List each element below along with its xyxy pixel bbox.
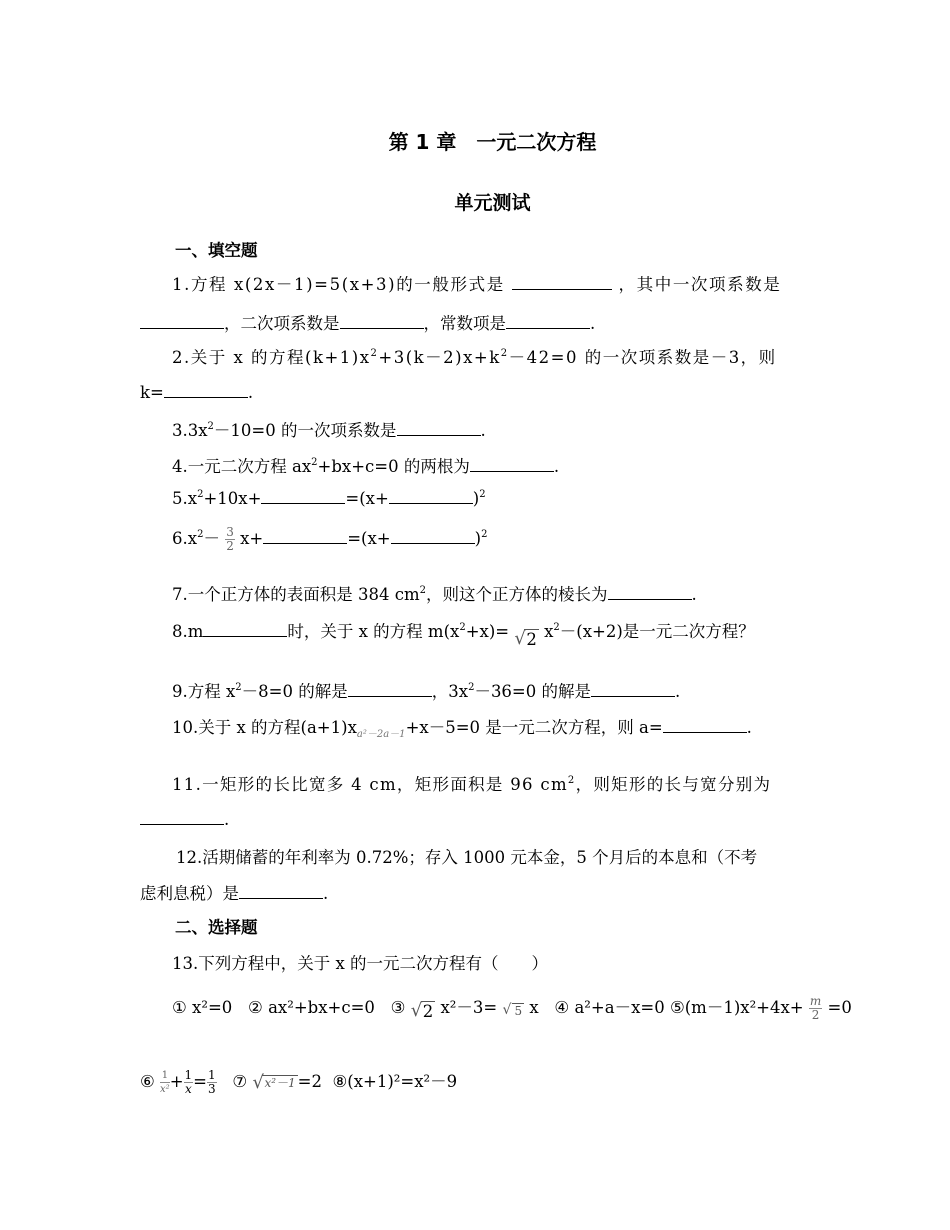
question-2-line2: k= .	[140, 383, 254, 402]
question-7: 7.一个正方体的表面积是 384 $cm^2$，则这个正方体的棱长为 .	[172, 585, 697, 604]
answer-blank	[506, 327, 590, 329]
answer-blank	[140, 823, 224, 825]
sqrt-two: √ 2	[514, 628, 537, 649]
question-11-line2: .	[140, 810, 229, 829]
answer-blank	[608, 598, 692, 600]
question-8: 8.m 时，关于 x 的方程 $m(x^2+x)=$ √ 2 $x^2-(x+2)$是一元二次方程？	[172, 622, 755, 649]
sqrt-two-option: √ 2	[410, 1000, 434, 1021]
question-11-line1: 11.一矩形的长比宽多 4 cm，矩形面积是 96 $cm^2$，则矩形的长与宽分别为	[172, 775, 772, 794]
answer-blank	[203, 635, 287, 637]
answer-blank	[164, 396, 248, 398]
answer-blank	[239, 897, 323, 899]
answer-blank	[261, 502, 345, 504]
fraction-one-over-x: $\frac{1}{x}$	[184, 1068, 193, 1096]
question-2-line1: 2.关于 x 的方程$(k+1)x^2+3(k-2)x+k^2-42=0$ 的一次项系数是－3，则	[172, 348, 777, 367]
answer-blank	[140, 327, 224, 329]
fraction-three-halves: $\frac{3}{2}$	[226, 525, 234, 553]
question-9: 9.方程 $x^2-8=0$ 的解是 ，$3x^2-36=0$ 的解是 .	[172, 682, 681, 701]
question-12-line1: 12.活期储蓄的年利率为 0.72%；存入 1000 元本金，5 个月后的本息和（不考	[176, 848, 758, 867]
chapter-title: 第 1 章 一元二次方程	[388, 130, 597, 154]
sqrt-x-squared-minus-one: √ x²－1	[252, 1072, 296, 1093]
question-13-stem: 13.下列方程中，关于 x 的一元二次方程有（ ）	[172, 954, 549, 973]
section-fill-in-heading: 一、填空题	[175, 241, 258, 260]
question-13-options-line2: ⑥ $\frac{1}{\text{x²}}$ + $\frac{1}{x}$ = $\frac{1}{3}$ ⑦ √ x²－1 =2 ⑧(x+1)²=x²－9	[140, 1068, 458, 1096]
answer-blank	[391, 542, 475, 544]
question-6: $6.x^2-$ $\frac{3}{2}$ $x+ =(x+ )^2$	[172, 525, 488, 553]
fraction-one-over-x-squared: $\frac{1}{\text{x²}}$	[160, 1070, 170, 1095]
question-1-line2: ，二次项系数是 ，常数项是 .	[140, 310, 595, 334]
answer-blank	[340, 327, 424, 329]
answer-blank	[389, 502, 473, 504]
answer-blank	[397, 434, 481, 436]
answer-blank	[470, 470, 554, 472]
answer-blank	[591, 695, 675, 697]
answer-blank	[348, 695, 432, 697]
fraction-one-third: $\frac{1}{3}$	[208, 1068, 216, 1096]
question-5: $5.x^2+10x+ =(x+ )^2$	[172, 489, 486, 508]
sqrt-five-option: √ 5	[502, 1002, 523, 1018]
question-10: 10.关于 x 的方程$(a+1)x_{a^2-2a-1}+x-5=0$ 是一元二次方程，则 a= .	[172, 718, 752, 740]
question-13-options-line1: ① x²=0 ② ax²+bx+c=0 ③ √ 2 x²－3= √ 5 x ④ a²+a－x=0 ⑤(m－1)x²+4x+ $\frac{m}{2}$ =0	[172, 994, 852, 1022]
exponent-expression: a²－2a－1	[356, 729, 406, 740]
answer-blank	[663, 731, 747, 733]
question-3: $3.3x^2-10=0$ 的一次项系数是 .	[172, 421, 486, 440]
unit-test-subtitle: 单元测试	[454, 192, 531, 214]
section-choice-heading: 二、选择题	[175, 918, 258, 937]
answer-blank	[263, 542, 347, 544]
answer-blank	[512, 288, 612, 290]
question-4: 4.一元二次方程 $ax^2+bx+c=0$ 的两根为 .	[172, 457, 560, 476]
question-12-line2: 虑利息税）是 .	[140, 884, 329, 903]
question-1-line1: 1.方程 x(2x－1)=5(x+3)的一般形式是 ，其中一次项系数是	[172, 275, 782, 294]
fraction-m-over-2: $\frac{m}{2}$	[809, 994, 822, 1022]
